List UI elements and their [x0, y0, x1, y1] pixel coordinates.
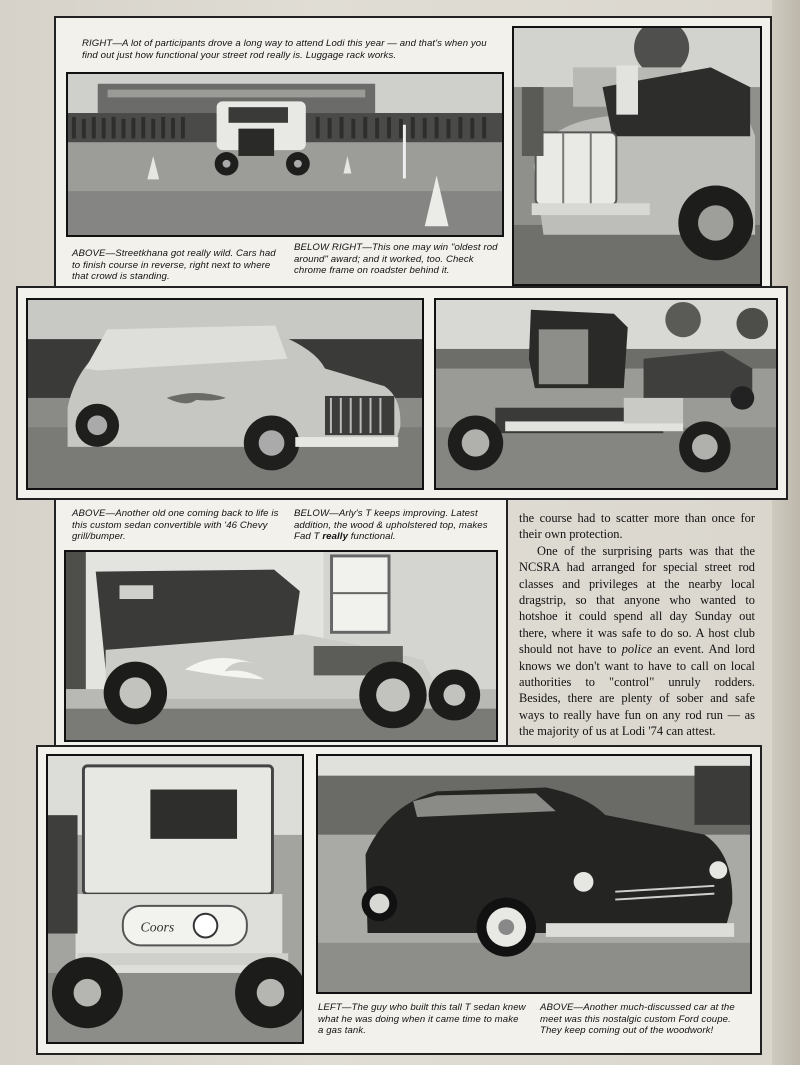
- photo-tall-t-sedan: [46, 754, 304, 1044]
- photo-arlys-t: [434, 298, 778, 490]
- photo-ford-coupe: [316, 754, 752, 994]
- caption-arlys-t-text: BELOW—Arly's T keeps improving. Latest addition, the wood & upholstered top, makes Fad T: [294, 508, 488, 543]
- article-emphasis-police: police: [621, 642, 652, 657]
- article-paragraph-2-start: One of the surprising parts was that the NCSRA had arranged for special street rod classes and privileges at the nearby local dragstrip, so that anyone who wanted to hotshoe it could spend all day Sunday out there, where it was safe to do so. A host club should not have to: [519, 543, 755, 657]
- caption-ford-coupe: ABOVE—Another much-discussed car at the meet was this nostalgic custom Ford coupe. They keep coming out of the woodwork!: [540, 1002, 735, 1037]
- caption-arlys-t-end: functional.: [348, 531, 396, 543]
- article-paragraph-2: [519, 543, 755, 740]
- page-spine-shadow: [772, 0, 800, 1065]
- article-body: [519, 510, 755, 740]
- photo-sedan-convertible: [26, 298, 424, 490]
- article-paragraph-1: the course had to scatter more than once for their own protection.: [519, 511, 755, 542]
- article-paragraph-2-end: an event. And lord knows we don't want to have to call on local authorities to "control" unruly rodders. Besides, there are plenty of sober and safe ways to really have fun on any rod run — as the majority of us at Lodi '74 can attest.: [519, 642, 755, 739]
- caption-luggage-rack: RIGHT—A lot of participants drove a long way to attend Lodi this year — and that's when you find out just how functional your street rod really is. Luggage rack works.: [82, 38, 487, 61]
- caption-streetkhana: ABOVE—Streetkhana got really wild. Cars had to finish course in reverse, right next to where that crowd is standing.: [72, 248, 276, 283]
- caption-arlys-t: [294, 508, 504, 543]
- photo-fad-t-flames: [64, 550, 498, 742]
- photo-luggage-rack-roadster: [512, 26, 762, 286]
- caption-arlys-t-emphasis: really: [322, 531, 348, 543]
- gas-tank-label: Coors: [140, 919, 175, 935]
- caption-tall-t-sedan: LEFT—The guy who built this tall T sedan knew what he was doing when it came time to make a gas tank.: [318, 1002, 526, 1037]
- caption-oldest-rod: BELOW RIGHT—This one may win "oldest rod around" award; and it worked, too. Check chrome frame on roadster behind it.: [294, 242, 498, 277]
- photo-streetkhana: [66, 72, 504, 237]
- caption-sedan-convertible: ABOVE—Another old one coming back to life is this custom sedan convertible with '46 Chevy grill/bumper.: [72, 508, 279, 543]
